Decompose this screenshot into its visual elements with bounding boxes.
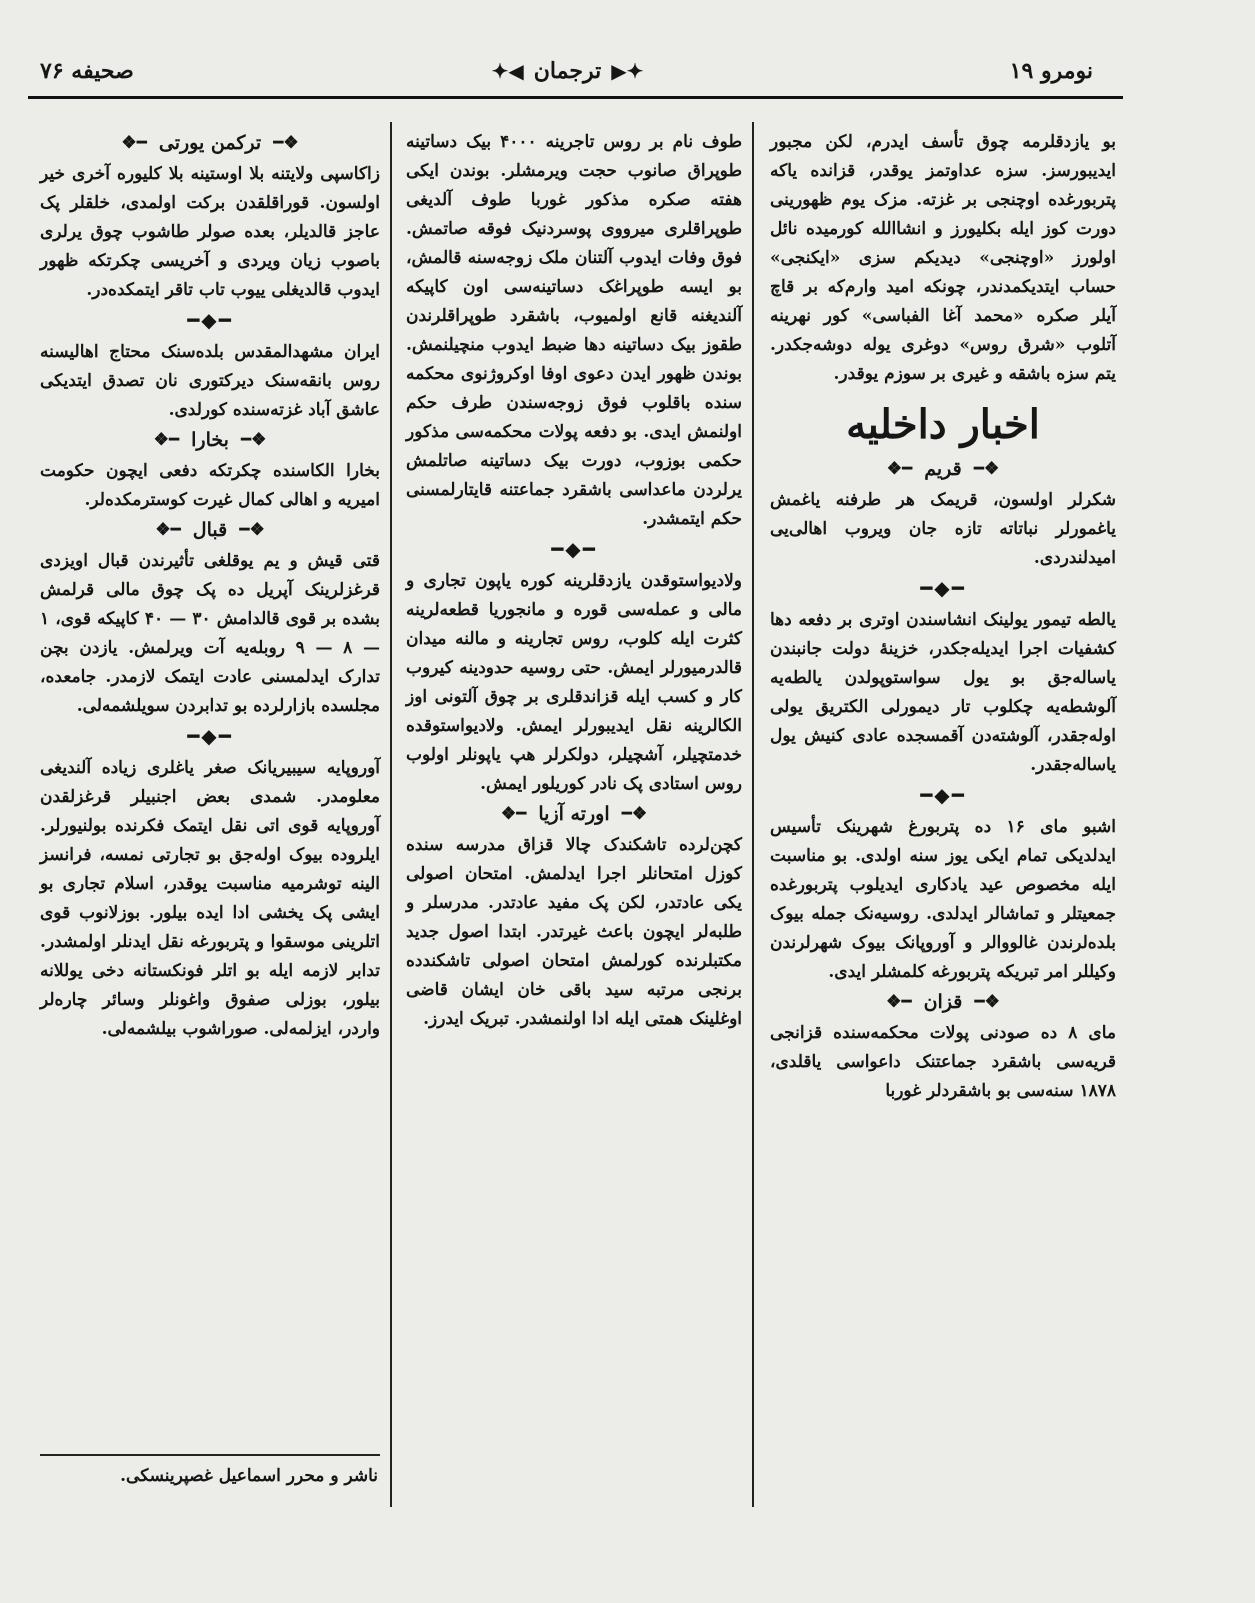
column-left: [40, 128, 380, 1044]
ornament-icon: ━❖: [153, 430, 180, 450]
article-kazan: مای ۸ ده صودنی پولات محکمه‌سنده قزانجی قریه‌سی باشقرد جماعتنک داعواسی یاقلدی، ۱۸۷۸ سنه‌سی بو باشقردلر غوربا‌: [770, 1023, 1116, 1101]
ornament-icon: ━❖: [886, 459, 913, 479]
ornament-icon: ━❖: [121, 133, 147, 153]
ornament-icon: ❖━: [273, 133, 299, 153]
publisher-line: ناشر و محرر اسماعیل غصپرینسکی.: [120, 1466, 378, 1486]
ornament-right-icon: ✦▶: [611, 59, 644, 83]
separator-icon: ━◆━: [187, 724, 233, 748]
newspaper-title: ترجمان: [533, 58, 602, 84]
ornament-icon: ━❖: [155, 520, 181, 540]
article-iran: ایران مشهدالمقدس بلده‌سنک محتاج اهالیسنه روس بانقه‌سنک دیرکتوری نان تصدق ایتدیکی عاشق آباد غزته‌سنده کورلدی.: [40, 342, 380, 420]
ornament-icon: ❖━: [240, 430, 267, 450]
ornament-icon: ━❖: [886, 992, 912, 1012]
section-title-turkmen: ❖━ ترکمن یورتی ━❖: [121, 132, 299, 154]
article-turkmen: زاکاسپی ولایتنه بلا اوستینه بلا کلیوره آخری خیر اولسون. قوراقلقدن برکت اولمدی، خلقلر پک عاجز قالدیلر، بعده صولر طاشوب چوق یرلری باصوب زیان ویردی و آخریسی چکرتکه ظهور ایدوب قالدیغلی ییوب تاب تاقر ایتمکده‌در.: [40, 164, 380, 300]
separator-icon: ━◆━: [551, 537, 597, 561]
article-bashkir-land: طوف نام بر روس تاجرینه ۴۰۰۰ بیک دساتینه طوپراق صانوب حجت ویرمشلر. بوندن ایکی هفته صکره مذکور غوربا طوف آلدیغی طوپراقلری میرووی پوسردنیک فوقه صاتمش. فوق وفات ایدوب آلتنان ملک زوجه‌سنه قالمش، بو ایسه طوپراغک دساتینه‌سی اون کاپیکه آلندیغنه قانع او‌لمیوب، باشقرد طوپراقلرندن طقوز بیک دساتینه دها ضبط ایدوب منچیلنمش. بوندن ظهور ایدن دعوی اوفا اوکروژنوی محکمه سنده باقلوب فوق زوجه‌سندن طرف حکم اولنمش ایدی. بو دفعه پولات محکمه‌سی مذکور حکمی بوزوب، دورت بیک دساتینه صاتلمش یرلردن ماعداسی باشقرد جماعتنه قایتارلمسنی حکم ایتمشدر.: [406, 132, 742, 529]
column-right: [770, 128, 1116, 1106]
article-bukhara: بخارا الکاسنده چکرتکه دفعی ایچون حکومت امیریه و اهالی کمال غیرت کوسترمکده‌لر.: [40, 461, 380, 510]
masthead: [492, 58, 644, 84]
column-middle: [406, 128, 742, 1034]
section-title-bukhara: ❖━ بخارا ━❖: [153, 429, 267, 451]
separator-icon: ━◆━: [187, 308, 233, 332]
article-vladivostok: ولادیواستوقدن یازدقلرینه کوره یاپون تجاری و مالی و عمله‌سی قوره و مانجوریا قطعه‌لرینه کثرت ایله کلوب، روس تجارینه و مالنه میدان قالدرمیورلر ایمش. حتی روسیه حدودینه کیروب کار و کسب ایله قزاندقلری بر چوق آلتونی اوز الکا‌لرینه نقل ایدیبورلر ایمش. ولادیواستوقده خدمتچیلر، آشچیلر، دولکرلر هپ یاپونلر اولوب روس استادی پک نادر کوریلور ایمش.: [406, 571, 742, 794]
section-title-central-asia: ❖━ اورته آزیا ━❖: [500, 803, 648, 825]
page-header: [30, 58, 1105, 98]
section-title-kapal: ❖━ قبال ━❖: [155, 519, 265, 541]
ornament-icon: ❖━: [239, 520, 265, 540]
header-rule: [28, 96, 1123, 99]
section-title-kazan: ❖━ قزان ━❖: [886, 991, 1000, 1013]
separator-icon: ━◆━: [920, 576, 966, 600]
article-crimea: شکرلر اولسون، قریمک هر طرفنه یاغمش یاغمورلر نباتاته تازه جان ویروب اهالی‌یی امیدلندردی.: [770, 490, 1116, 568]
article-tashkent: کچن‌لرده تاشکندک چالا قزاق مدرسه سنده کوزل امتحانلر اجرا ایدلمش. امتحان اصولی یکی عادتدر، لکن پک مفید عادتدر. مدرسلر و طلبه‌لر ایچون باعث غیرتدر. ابتدا اصول جدید مکتبلرنده کورلمش امتحان اصولی تاشکندده برنجی مرتبه سید باقی خان ایشان قاضی اوغلینک همتی ایله ادا اولنمشدر. تبریک ایدرز.: [406, 835, 742, 1029]
footer-rule: [40, 1454, 380, 1456]
page-number: صحیفه ۷۶: [40, 58, 134, 84]
article-petersburg: اشبو مای ۱۶ ده پتربورغ شهرینک تأسیس ایدلدیکی تمام ایکی یوز سنه اولدی. بو مناسبت ایله مخصوص عید یادکاری ایدیلوب پتربورغده جمعیتلر و تماشالر ایدلدی. روسیه‌نک جمله بیوک بلده‌لرندن غالووالر و آوروپانک بیوک شهرلرندن وکیللر امر تبریکه پتربورغه کلمشلر ایدی.: [770, 817, 1116, 982]
section-heading-domestic-news: اخبار داخلیه: [846, 401, 1040, 448]
article-meat-trade: آوروپایه سیبیریانک صغر یاغلری زیاده آلندیغی معلومدر. شمدی بعض اجنبیلر قرغزلقدن آوروپایه قوی اتی نقل ایتمک فکرنده بولنیورلر. ایلروده بیوک اوله‌جق بو تجارتی نمسه، فرانسز الینه توشرمیه مناسبت یوقدر، اسلام تجاری بو ایشی پک یخشی ادا ایده بیلور. بوزلانوب قوی اتلرینی موسقوا و پتربورغه نقل ایدنلر اولمشدر. تدابر لازمه ایله بو اتلر فونکستانه دخی یوللانه بیلور، بوزلی صفوق واغونلر وسائر چاره‌لر واردر، ایزلمه‌لی. صوراشوب بیلشمه‌لی.: [40, 758, 380, 1039]
column-divider-left: [390, 122, 392, 1507]
article-yalta: یالطه تیمور یولینک انشاسندن اوتری بر دفعه دها کشفیات اجرا ایدیله‌جکدر، خزینهٔ دولت جانبندن یاساله‌جق بو یول سواستوپولدن یالطه‌یه آلوشطه‌یه چکلوب تار دیمورلی الکتریق یولی اوله‌جقدر، آلوشته‌دن آقمسجده عادی کنیش یول یاساله‌جقدر.: [770, 610, 1116, 775]
column-divider-right: [752, 122, 754, 1507]
ornament-icon: ━❖: [500, 804, 527, 824]
ornament-icon: ❖━: [973, 459, 1000, 479]
ornament-icon: ❖━: [621, 804, 648, 824]
separator-icon: ━◆━: [920, 783, 966, 807]
issue-number: نومرو ۱۹: [1009, 58, 1093, 84]
section-title-crimea: ❖━ قریم ━❖: [886, 458, 1000, 480]
article-kapal: قتی قیش و یم یوقلغی تأثیرندن قبال اویزدی قرغزلرینک آپریل ده پک چوق مالی قرلمش بشده بر قوی قالدامش ۳۰ — ۴۰ کاپیکه قوی، ۱ — ۸ — ۹ روبله‌یه آت ویرلمش. یازدن بچن تدارک ایدلمسنی عادت ایتمک لازمدر. جامعده، مجلسده بازارلرده بو تدابردن سویلشمه‌لی.: [40, 551, 381, 716]
ornament-left-icon: ◀✦: [491, 59, 524, 83]
ornament-icon: ❖━: [974, 992, 1000, 1012]
article-intro: بو یازدقلرمه چوق تأسف ایدرم، لکن مجبور ایدیبورسز. سزه عداوتمز یوقدر، قزانده یاکه پتربورغده اوچنجی بر غزته. مزک یوم ظهورینی دورت کوز ایله بکلیورز و انشاالله کورمیده نائل اولورز «اوچنجی» دیدیکم سزی «ایکنجی» حساب ایتدیکمدندر، چونکه امید وارم‌که بر قاچ آیلر صکره «محمد آغا الفباسی» کور نهرینه آتلوب «شرق روس» دوغری یوله دوشه‌جکدر. یتم سزه باشقه و غیری بر سوزم یوقدر.: [770, 132, 1116, 384]
